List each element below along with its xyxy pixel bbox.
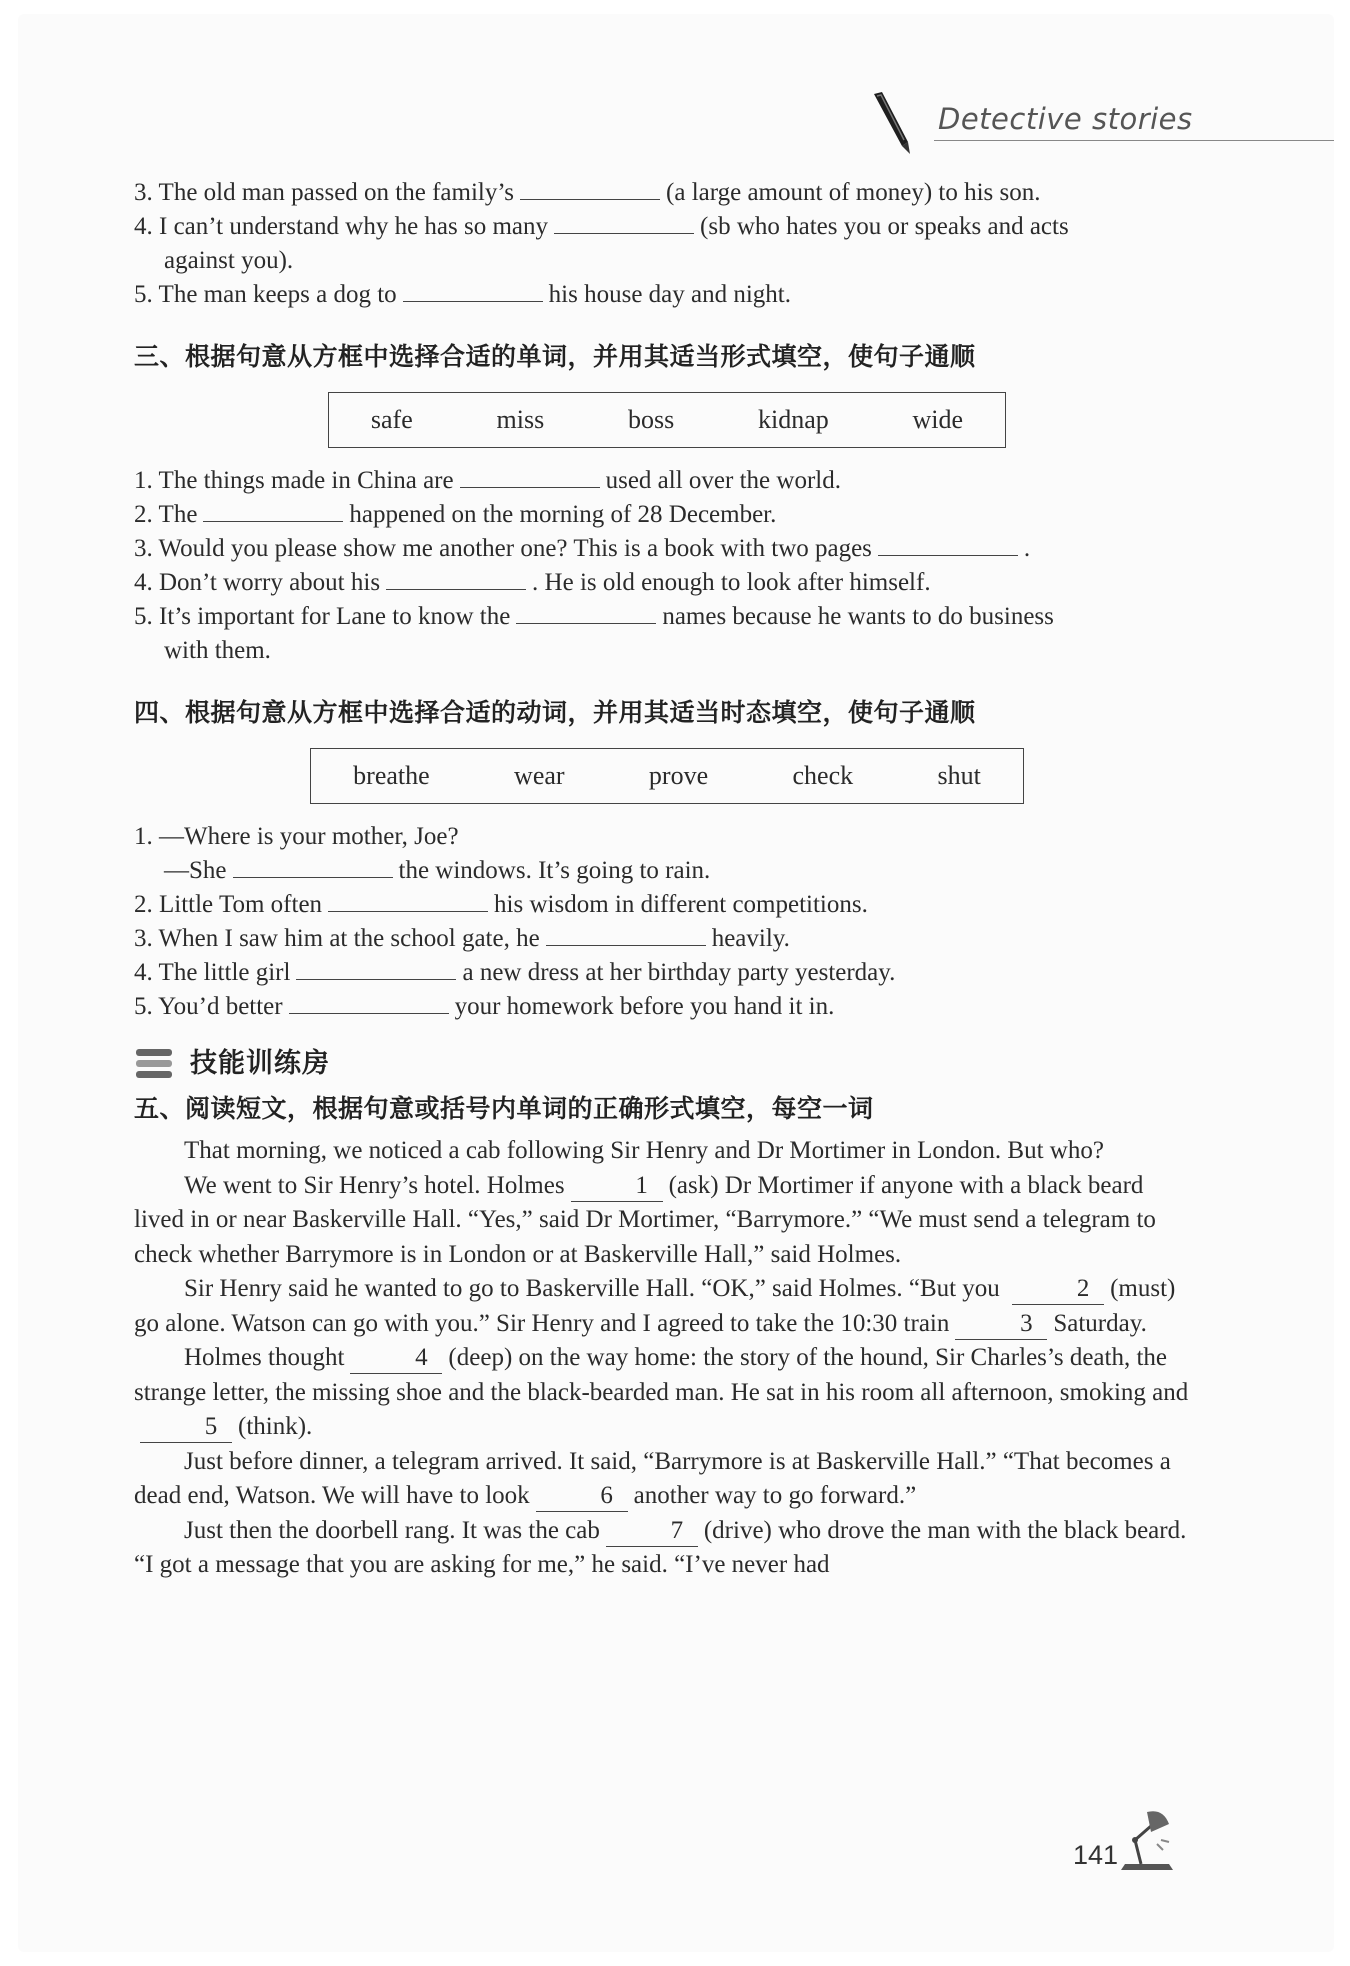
list-item bbox=[134, 990, 1194, 1024]
word-option: shut bbox=[937, 761, 981, 790]
passage-paragraph bbox=[134, 1341, 1194, 1445]
section4-heading: 四、根据句意从方框中选择合适的动词，并用其适当时态填空，使句子通顺 bbox=[134, 698, 976, 727]
list-item bbox=[134, 566, 1194, 600]
section3-heading: 三、根据句意从方框中选择合适的单词，并用其适当形式填空，使句子通顺 bbox=[134, 342, 976, 371]
passage-paragraph bbox=[134, 1445, 1194, 1514]
passage-paragraph bbox=[134, 1169, 1194, 1273]
paragraph-text: Holmes thought bbox=[184, 1344, 345, 1371]
numbered-blank[interactable]: 1 bbox=[571, 1171, 663, 1202]
item-text: your homework before you hand it in. bbox=[454, 993, 835, 1020]
list-item bbox=[134, 278, 1194, 312]
list-item-continuation bbox=[134, 244, 1194, 278]
paragraph-text: (drive) who drove the man with the black beard. “I got a message that you are asking for me,” he said. “I’ve never had bbox=[134, 1516, 1187, 1578]
item-text: 4. Don’t worry about his bbox=[134, 569, 381, 596]
paragraph-text: (think). bbox=[238, 1413, 313, 1440]
section4-items bbox=[134, 820, 1194, 1024]
numbered-blank[interactable]: 5 bbox=[140, 1412, 232, 1443]
word-option: boss bbox=[627, 405, 675, 434]
item-text: 5. The man keeps a dog to bbox=[134, 281, 397, 308]
word-option: check bbox=[792, 761, 854, 790]
answer-blank[interactable] bbox=[554, 211, 694, 234]
answer-blank[interactable] bbox=[386, 567, 526, 590]
word-option: breathe bbox=[353, 761, 430, 790]
word-option: prove bbox=[648, 761, 709, 790]
header-rule bbox=[934, 140, 1334, 141]
numbered-blank[interactable]: 7 bbox=[606, 1516, 698, 1547]
answer-blank[interactable] bbox=[516, 601, 656, 624]
item-text: 2. The bbox=[134, 501, 198, 528]
item-text: 1. —Where is your mother, Joe? bbox=[134, 823, 459, 850]
list-item bbox=[134, 210, 1194, 244]
item-text: 1. The things made in China are bbox=[134, 467, 454, 494]
section2-items bbox=[134, 176, 1194, 312]
item-text: names because he wants to do business bbox=[662, 603, 1054, 630]
passage-paragraph bbox=[134, 1134, 1194, 1169]
item-text: the windows. It’s going to rain. bbox=[398, 857, 711, 884]
skills-title: 技能训练房 bbox=[190, 1048, 330, 1079]
item-text: happened on the morning of 28 December. bbox=[349, 501, 777, 528]
item-text: 2. Little Tom often bbox=[134, 891, 323, 918]
word-option: wear bbox=[514, 761, 565, 790]
list-item bbox=[134, 498, 1194, 532]
numbered-blank[interactable]: 6 bbox=[536, 1481, 628, 1512]
word-option: wide bbox=[912, 405, 964, 434]
word-box bbox=[328, 392, 1006, 448]
answer-blank[interactable] bbox=[520, 177, 660, 200]
list-item bbox=[134, 464, 1194, 498]
item-text: (sb who hates you or speaks and acts bbox=[700, 213, 1069, 240]
item-text: 5. It’s important for Lane to know the bbox=[134, 603, 511, 630]
item-text: heavily. bbox=[711, 925, 790, 952]
passage-paragraph bbox=[134, 1514, 1194, 1583]
item-text: his wisdom in different competitions. bbox=[494, 891, 868, 918]
item-text: used all over the world. bbox=[605, 467, 841, 494]
item-text: 3. Would you please show me another one? This is a book with two pages bbox=[134, 535, 872, 562]
item-text: his house day and night. bbox=[548, 281, 792, 308]
word-option: safe bbox=[370, 405, 413, 434]
word-option: miss bbox=[496, 405, 545, 434]
paragraph-text: Just then the doorbell rang. It was the cab bbox=[184, 1516, 600, 1544]
list-item bbox=[134, 922, 1194, 956]
paragraph-text: (ask) Dr Mortimer if anyone with a black beard lived in or near Baskerville Hall. “Yes,” said Dr Mortimer, “Barrymore.” “We must send a telegram to check whether Barrymore is in London or at Baskerville Hall,” said Holmes. bbox=[134, 1171, 1156, 1268]
item-text: 3. When I saw him at the school gate, he bbox=[134, 925, 540, 952]
page-number: 141 bbox=[1073, 1840, 1119, 1870]
page-content bbox=[134, 176, 1194, 1583]
passage-paragraph bbox=[134, 1272, 1194, 1341]
numbered-blank[interactable]: 3 bbox=[955, 1309, 1047, 1340]
item-text: with them. bbox=[164, 637, 271, 664]
paragraph-text: Sir Henry said he wanted to go to Baskerville Hall. “OK,” said Holmes. “But you bbox=[184, 1275, 1000, 1302]
paragraph-text: That morning, we noticed a cab following Sir Henry and Dr Mortimer in London. But who? bbox=[184, 1137, 1104, 1164]
list-item-continuation bbox=[134, 634, 1194, 668]
numbered-blank[interactable]: 2 bbox=[1012, 1274, 1104, 1305]
item-text: against you). bbox=[164, 247, 294, 274]
item-text: 4. The little girl bbox=[134, 959, 291, 986]
item-text: 5. You’d better bbox=[134, 993, 283, 1020]
list-item bbox=[134, 820, 1194, 854]
word-option: kidnap bbox=[757, 405, 829, 434]
list-item bbox=[134, 956, 1194, 990]
answer-blank[interactable] bbox=[546, 923, 706, 946]
item-text: 3. The old man passed on the family’s bbox=[134, 179, 515, 206]
paragraph-text: (deep) on the way home: the story of the hound, Sir Charles’s death, the strange letter, the missing shoe and the black-bearded man. He sat in his room all afternoon, smoking and bbox=[134, 1344, 1189, 1406]
answer-blank[interactable] bbox=[203, 499, 343, 522]
answer-blank[interactable] bbox=[233, 855, 393, 878]
section5-heading: 五、阅读短文，根据句意或括号内单词的正确形式填空，每空一词 bbox=[134, 1094, 874, 1123]
skills-banner bbox=[134, 1046, 1194, 1082]
skill-book-icon bbox=[134, 1046, 176, 1082]
word-box bbox=[310, 748, 1024, 804]
answer-blank[interactable] bbox=[460, 465, 600, 488]
item-text: 4. I can’t understand why he has so many bbox=[134, 213, 549, 240]
paragraph-text: We went to Sir Henry’s hotel. Holmes bbox=[184, 1171, 565, 1199]
list-item bbox=[134, 600, 1194, 634]
header-title: Detective stories bbox=[938, 102, 1193, 136]
paragraph-text: Just before dinner, a telegram arrived. It said, “Barrymore is at Baskerville Hall.” “That becomes a dead end, Watson. We will have to look bbox=[134, 1447, 1171, 1509]
list-item bbox=[134, 888, 1194, 922]
paragraph-text: another way to go forward.” bbox=[633, 1482, 917, 1509]
list-item bbox=[134, 854, 1194, 888]
page-header bbox=[858, 74, 1334, 144]
reading-passage bbox=[134, 1134, 1194, 1583]
paragraph-text: (must) go alone. Watson can go with you.” Sir Henry and I agreed to take the 10:30 train bbox=[134, 1275, 1176, 1337]
answer-blank[interactable] bbox=[328, 889, 488, 912]
desk-lamp-icon bbox=[1111, 1804, 1181, 1874]
list-item bbox=[134, 176, 1194, 210]
answer-blank[interactable] bbox=[878, 533, 1018, 556]
item-text: . bbox=[1023, 535, 1031, 562]
item-text: —She bbox=[164, 857, 227, 884]
answer-blank[interactable] bbox=[403, 279, 543, 302]
paragraph-text: Saturday. bbox=[1053, 1309, 1147, 1337]
item-text: . He is old enough to look after himself. bbox=[532, 569, 931, 596]
item-text: a new dress at her birthday party yesterday. bbox=[462, 959, 896, 986]
section3-items bbox=[134, 464, 1194, 668]
textbook-page bbox=[18, 14, 1334, 1952]
pen-icon bbox=[868, 90, 916, 156]
item-text: (a large amount of money) to his son. bbox=[666, 179, 1041, 206]
answer-blank[interactable] bbox=[296, 957, 456, 980]
answer-blank[interactable] bbox=[289, 991, 449, 1014]
list-item bbox=[134, 532, 1194, 566]
numbered-blank[interactable]: 4 bbox=[350, 1343, 442, 1374]
